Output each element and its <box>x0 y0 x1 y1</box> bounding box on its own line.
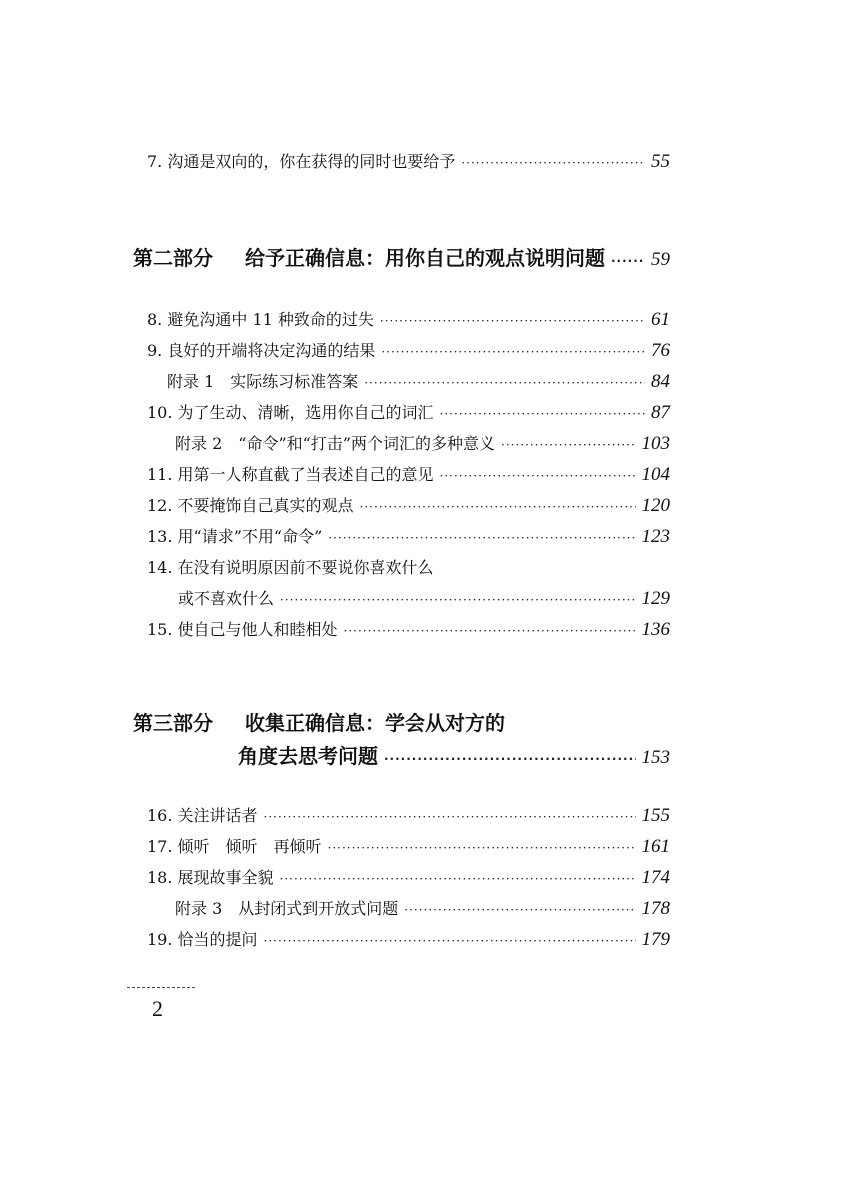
toc-entry-title: 13. 用“请求”不用“命令” <box>147 527 323 546</box>
toc-appendix <box>167 372 670 393</box>
toc-entry-title: 16. 关注讲话者 <box>147 806 258 825</box>
leader-dots <box>440 466 636 486</box>
leader-dots <box>440 404 645 424</box>
toc-entry <box>147 620 670 641</box>
footer-rule <box>127 987 195 989</box>
toc-entry-title: 18. 展现故事全貌 <box>147 868 274 887</box>
toc-entry-page: 161 <box>641 836 670 857</box>
part-heading <box>133 246 670 273</box>
toc-entry <box>147 527 670 548</box>
toc-entry-page: 123 <box>641 526 670 547</box>
toc-entry-title: 附录 1 实际练习标准答案 <box>167 372 359 391</box>
toc-entry <box>147 837 670 858</box>
part-label: 第二部分 <box>133 246 213 270</box>
leader-dots <box>364 373 645 393</box>
part-title-line1: 收集正确信息：学会从对方的 <box>244 711 505 735</box>
toc-entry-page: 103 <box>641 433 670 454</box>
toc-entry <box>147 465 670 486</box>
toc-entry <box>147 806 670 827</box>
toc-entry-page: 178 <box>641 898 670 919</box>
toc-entry-page: 104 <box>641 464 670 485</box>
part-heading-line2 <box>238 744 670 771</box>
toc-entry-page: 120 <box>641 495 670 516</box>
part-page: 153 <box>641 747 670 768</box>
toc-entry <box>147 152 670 173</box>
toc-entry <box>147 341 670 362</box>
toc-entry-title: 9. 良好的开端将决定沟通的结果 <box>147 341 376 360</box>
toc-entry-title: 8. 避免沟通中 11 种致命的过失 <box>147 310 374 329</box>
leader-dots <box>380 311 645 331</box>
toc-entry-continuation <box>178 589 670 610</box>
toc-entry-title: 附录 3 从封闭式到开放式问题 <box>175 899 399 918</box>
leader-dots <box>461 153 645 173</box>
toc-entry-page: 76 <box>651 340 670 361</box>
toc-entry-title: 10. 为了生动、清晰，选用你自己的词汇 <box>147 403 434 422</box>
leader-dots <box>381 342 645 362</box>
leader-dots <box>360 497 636 517</box>
toc-entry-title: 12. 不要掩饰自己真实的观点 <box>147 496 354 515</box>
leader-dots <box>264 931 636 951</box>
toc-entry-page: 61 <box>651 309 670 330</box>
leader-dots <box>344 621 636 641</box>
leader-dots <box>328 528 635 548</box>
toc-entry-page: 87 <box>651 402 670 423</box>
toc-entry <box>147 403 670 424</box>
leader-dots <box>501 435 636 455</box>
part-title: 给予正确信息：用你自己的观点说明问题 <box>244 246 605 270</box>
leader-dots <box>384 747 636 771</box>
part-heading <box>133 711 670 735</box>
part-title-line2: 角度去思考问题 <box>238 744 378 768</box>
toc-entry-title: 或不喜欢什么 <box>178 589 275 608</box>
toc-entry-page: 55 <box>651 151 670 172</box>
toc-entry <box>147 930 670 951</box>
toc-entry-title: 附录 2 “命令”和“打击”两个词汇的多种意义 <box>175 434 495 453</box>
part-page: 59 <box>651 249 670 270</box>
leader-dots <box>264 807 636 827</box>
toc-appendix <box>175 434 670 455</box>
toc-appendix <box>175 899 670 920</box>
leader-dots <box>328 838 636 858</box>
toc-entry-title: 7. 沟通是双向的，你在获得的同时也要给予 <box>147 152 456 171</box>
toc-entry-page: 84 <box>651 371 670 392</box>
toc-entry <box>147 868 670 889</box>
toc-entry-title: 15. 使自己与他人和睦相处 <box>147 620 338 639</box>
toc-entry <box>147 310 670 331</box>
toc-entry-title: 19. 恰当的提问 <box>147 930 258 949</box>
leader-dots <box>280 590 635 610</box>
toc-entry <box>147 496 670 517</box>
toc-entry-title: 17. 倾听 倾听 再倾听 <box>147 837 322 856</box>
leader-dots <box>404 900 635 920</box>
toc-entry-title: 14. 在没有说明原因前不要说你喜欢什么 <box>147 558 434 577</box>
toc-entry-page: 129 <box>641 588 670 609</box>
part-label: 第三部分 <box>133 711 213 735</box>
toc-entry-page: 155 <box>641 805 670 826</box>
toc-entry-page: 136 <box>641 619 670 640</box>
toc-entry-page: 174 <box>641 867 670 888</box>
toc-entry-title: 11. 用第一人称直截了当表述自己的意见 <box>147 465 434 484</box>
toc-entry-page: 179 <box>641 929 670 950</box>
leader-dots <box>280 869 636 889</box>
leader-dots <box>611 249 645 273</box>
toc-entry <box>147 558 670 578</box>
page-number: 2 <box>152 996 163 1021</box>
